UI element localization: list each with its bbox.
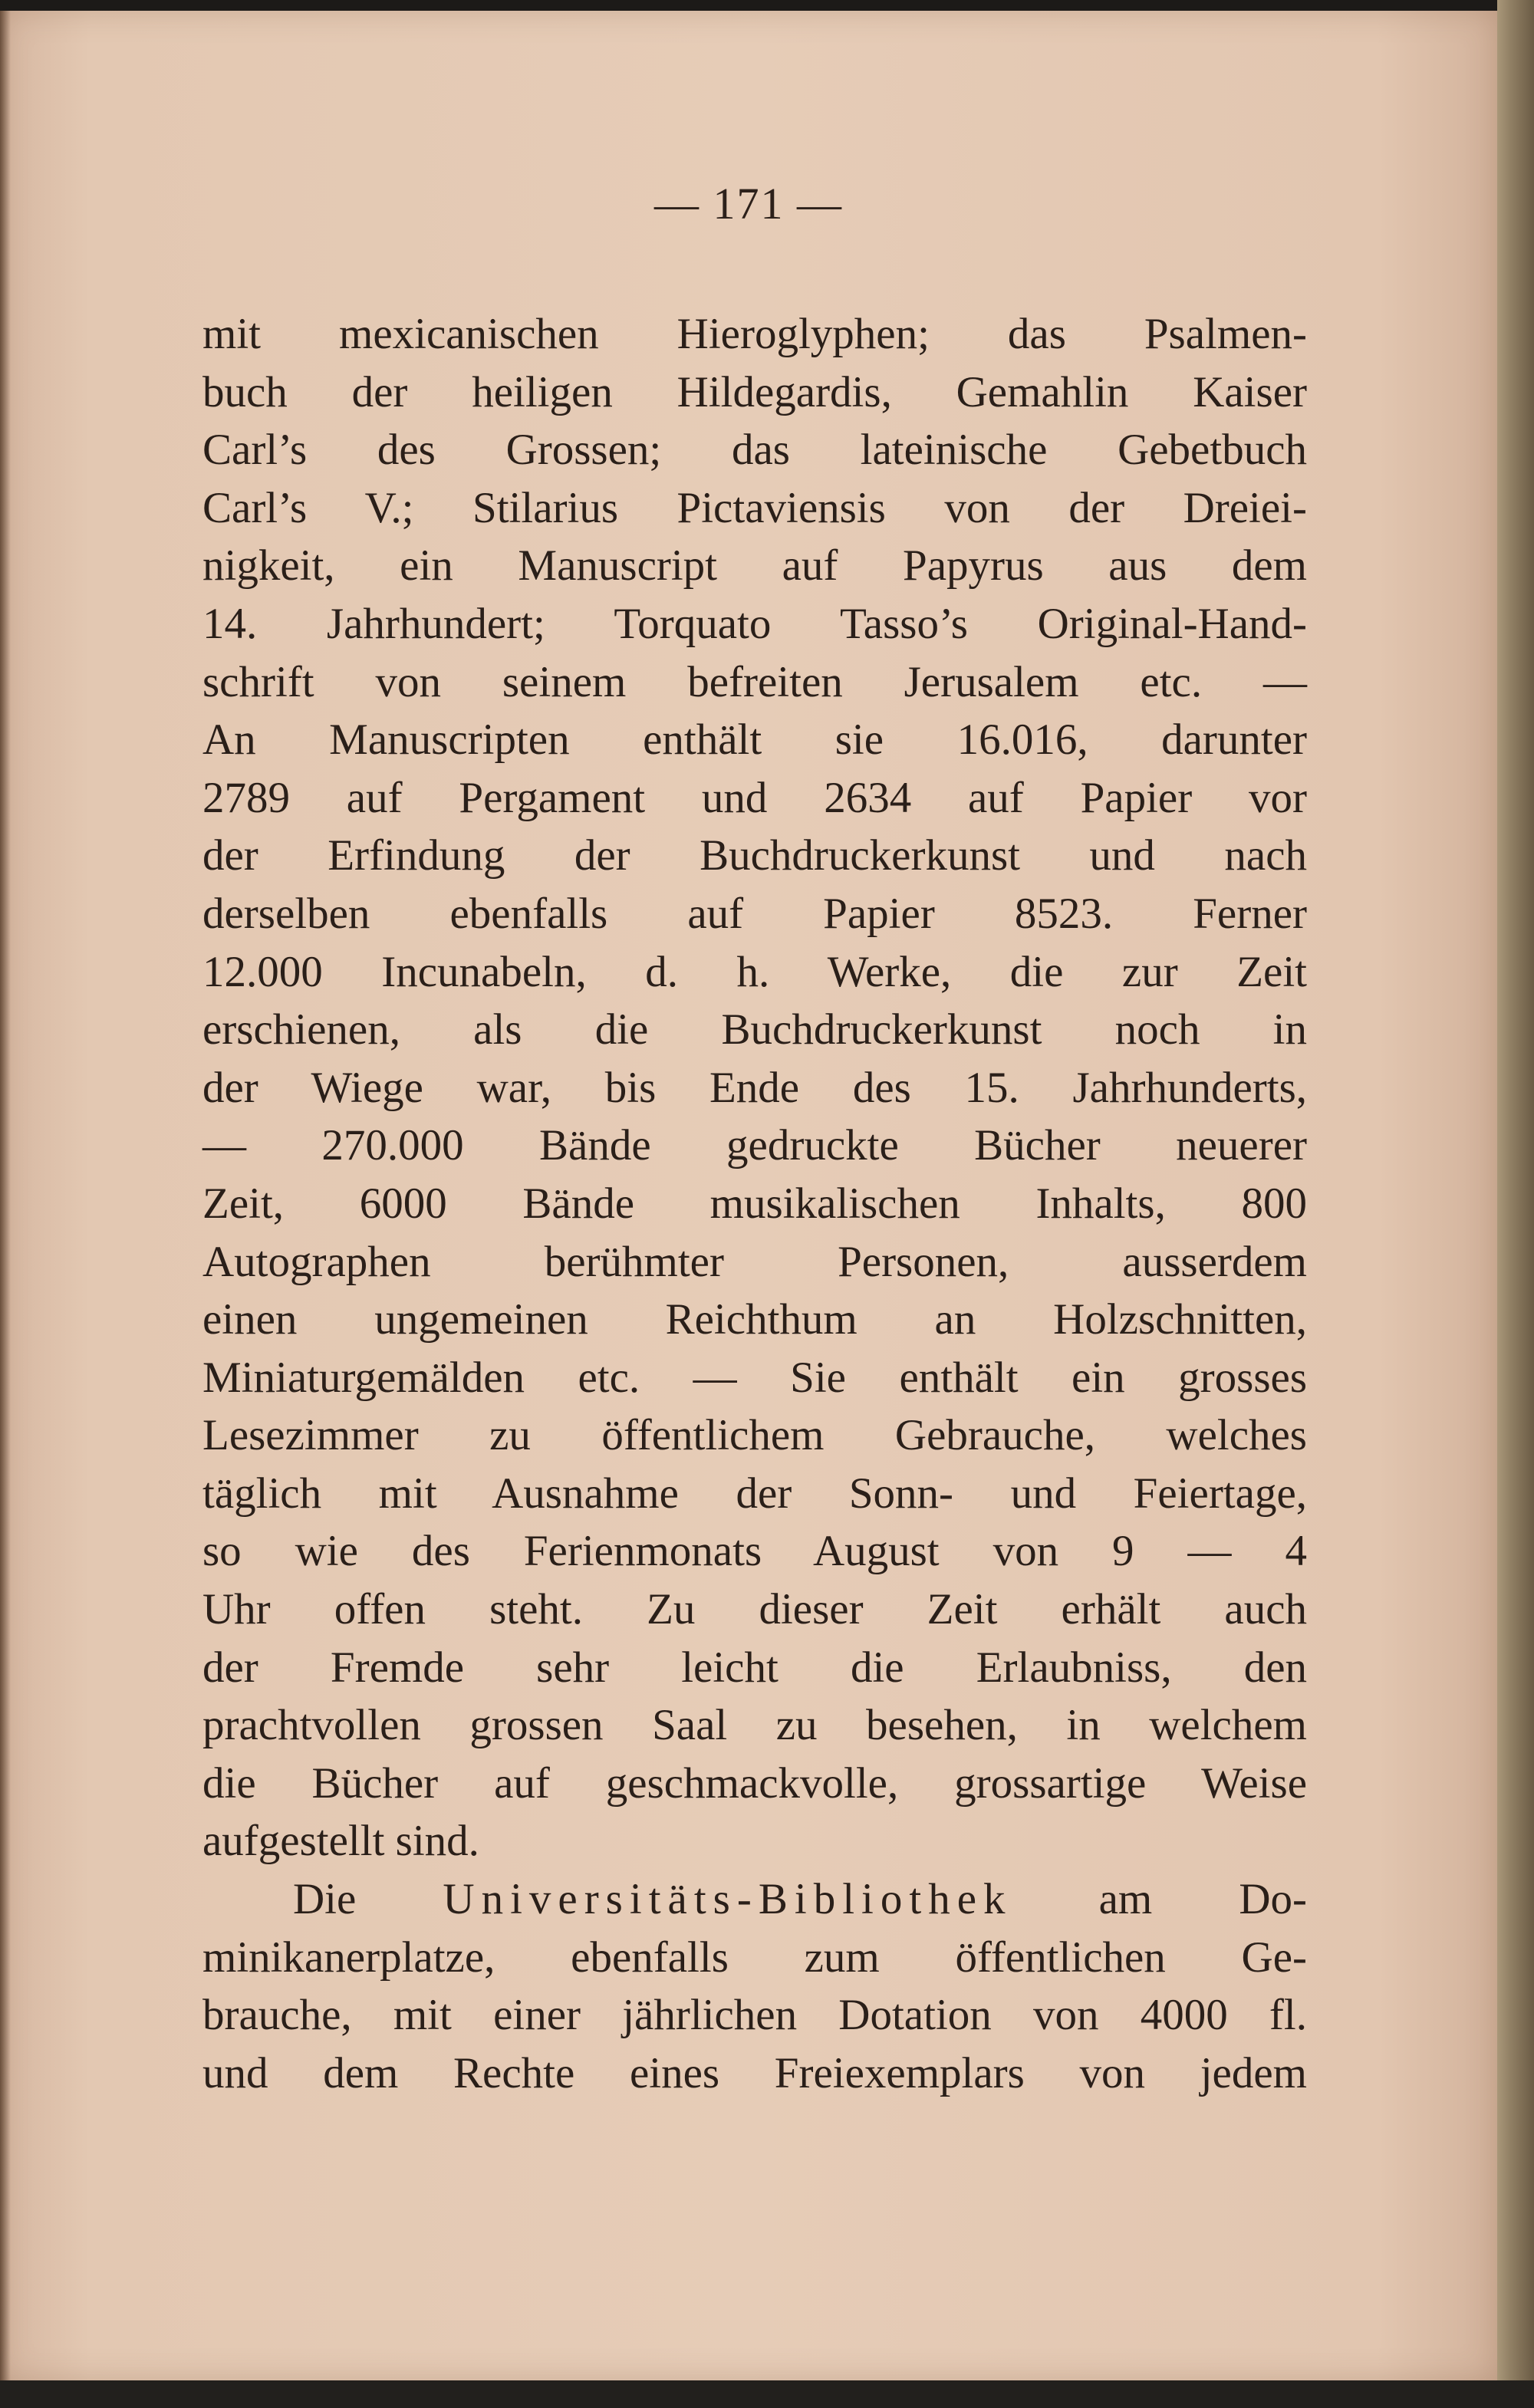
text-line: — 270.000 Bände gedruckte Bücher neuerer bbox=[202, 1121, 1307, 1170]
text-line: schrift von seinem befreiten Jerusalem etc. — bbox=[202, 657, 1307, 706]
spaced-emphasis: Universitäts-Bibliothek bbox=[443, 1875, 1012, 1924]
text-line: einen ungemeinen Reichthum an Holzschnitten, bbox=[202, 1295, 1307, 1344]
page-gutter-shadow bbox=[0, 11, 11, 2380]
text-line: Miniaturgemälden etc. — Sie enthält ein grosses bbox=[202, 1353, 1307, 1402]
text-line: erschienen, als die Buchdruckerkunst noch in bbox=[202, 1005, 1307, 1054]
text-line: und dem Rechte eines Freiexemplars von jedem bbox=[202, 2048, 1307, 2097]
text-line: brauche, mit einer jährlichen Dotation von 4000 fl. bbox=[202, 1991, 1307, 2040]
text-line: Autographen berühmter Personen, ausserdem bbox=[202, 1237, 1307, 1286]
text-line: Carl’s des Grossen; das lateinische Gebetbuch bbox=[202, 426, 1307, 475]
text-line: Uhr offen steht. Zu dieser Zeit erhält auch bbox=[202, 1585, 1307, 1634]
text-line: Carl’s V.; Stilarius Pictaviensis von der Dreiei- bbox=[202, 483, 1307, 532]
text-line: minikanerplatze, ebenfalls zum öffentlichen Ge- bbox=[202, 1933, 1307, 1982]
paragraph-start-line bbox=[202, 1870, 1307, 1929]
paragraph-end-line: aufgestellt sind. bbox=[202, 1817, 479, 1866]
text-line: Lesezimmer zu öffentlichem Gebrauche, welches bbox=[202, 1411, 1307, 1460]
paragraph-suffix: am Do- bbox=[1012, 1875, 1307, 1924]
body-text bbox=[202, 305, 1307, 2102]
text-line: Zeit, 6000 Bände musikalischen Inhalts, 800 bbox=[202, 1179, 1307, 1228]
text-line: 2789 auf Pergament und 2634 auf Papier vor bbox=[202, 773, 1307, 822]
text-line: der Erfindung der Buchdruckerkunst und nach bbox=[202, 831, 1307, 880]
text-line: derselben ebenfalls auf Papier 8523. Ferner bbox=[202, 889, 1307, 938]
scan-border bbox=[0, 2380, 1534, 2408]
page-edge bbox=[1497, 0, 1534, 2408]
text-line: mit mexicanischen Hieroglyphen; das Psalmen- bbox=[202, 310, 1307, 358]
text-line: der Fremde sehr leicht die Erlaubniss, den bbox=[202, 1643, 1307, 1692]
text-line: so wie des Ferienmonats August von 9 — 4 bbox=[202, 1527, 1307, 1576]
paragraph-prefix: Die bbox=[293, 1875, 443, 1924]
text-line: der Wiege war, bis Ende des 15. Jahrhunderts, bbox=[202, 1063, 1307, 1112]
page-number-header: — 171 — bbox=[654, 179, 843, 229]
text-line: nigkeit, ein Manuscript auf Papyrus aus dem bbox=[202, 541, 1307, 590]
text-line: 14. Jahrhundert; Torquato Tasso’s Original-Hand- bbox=[202, 599, 1307, 648]
text-line: täglich mit Ausnahme der Sonn- und Feiertage, bbox=[202, 1469, 1307, 1518]
text-line: 12.000 Incunabeln, d. h. Werke, die zur Zeit bbox=[202, 947, 1307, 996]
text-line: prachtvollen grossen Saal zu besehen, in welchem bbox=[202, 1701, 1307, 1750]
text-line: buch der heiligen Hildegardis, Gemahlin Kaiser bbox=[202, 367, 1307, 416]
text-line: die Bücher auf geschmackvolle, grossartige Weise bbox=[202, 1758, 1307, 1808]
text-line: An Manuscripten enthält sie 16.016, darunter bbox=[202, 715, 1307, 765]
